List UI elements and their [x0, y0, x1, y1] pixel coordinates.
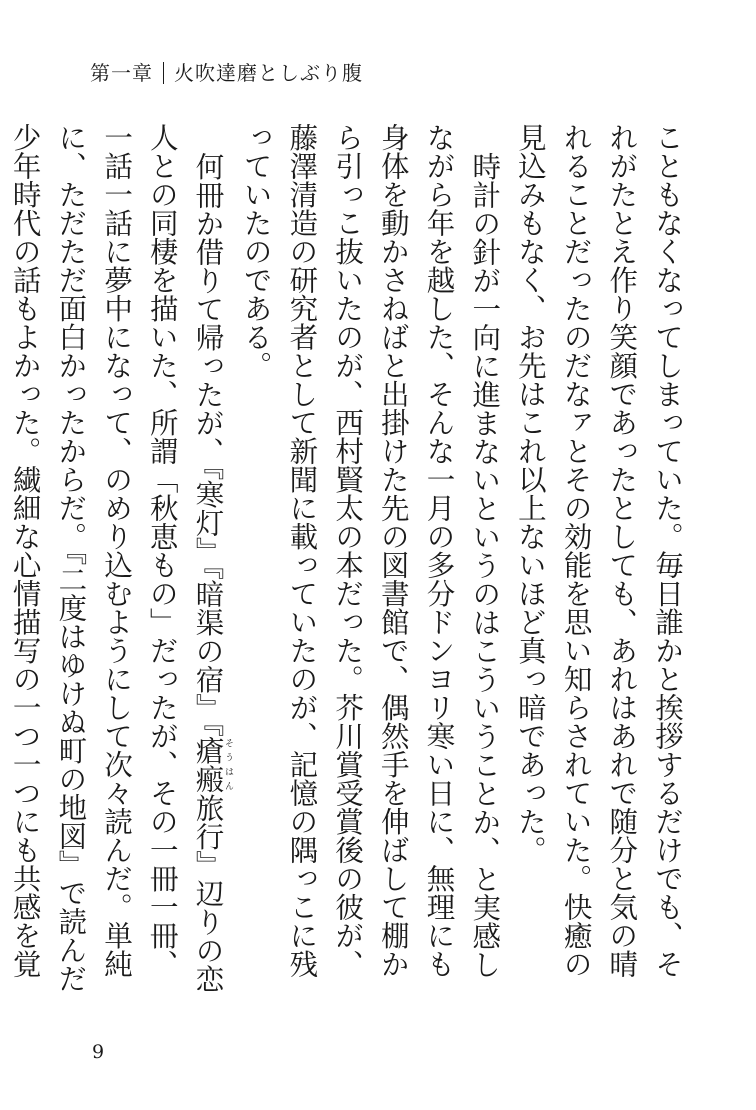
paragraph: 時計の針が一向に進まないというのはこういうことか、と実感しながら年を越した、そんな一月の多分ドンヨリ寒い日に、無理にも身体を動かさねばと出掛けた先の図書館で、偶然手を伸ばして棚から引っこ抜いたのが、西村賢太の本だった。芥川賞受賞後の彼が、藤澤清造の研究者として新聞に載っていたのが、記憶の隅っこに残っていたのである。 [239, 123, 502, 978]
ruby-annotation [191, 735, 233, 793]
chapter-label: 第一章 [90, 61, 153, 85]
ruby-base: 瘡瘢 [191, 735, 225, 793]
running-head [90, 62, 363, 84]
page-number: 9 [92, 1041, 105, 1063]
chapter-title: 火吹達磨としぶり腹 [174, 61, 363, 85]
paragraph-text-before-ruby: 何冊か借りて帰ったが、『寒灯』『暗渠の宿』『 [191, 151, 225, 736]
running-head-divider [163, 62, 164, 84]
paragraph-continued: こともなくなってしまっていた。毎日誰かと挨拶するだけでも、それがたとえ作り笑顔であったとしても、あれはあれで随分と気の晴れることだったのだなァとその効能を思い知らされていた。快癒の見込みもなく、お先はこれ以上ないほど真っ暗であった。 [513, 123, 684, 978]
vertical-body-text [8, 123, 690, 1003]
paragraph-text-after-ruby: 旅行』辺りの恋人との同棲を描いた、所謂「秋恵もの」だったが、その一冊一冊、一話一話に夢中になって、のめり込むようにして次々読んだ。単純に、ただただ面白かったからだ。『二度はゆけぬ町の地図』で読んだ少年時代の話もよかった。繊細な心情描写の一つ一つにも共感を覚 [8, 123, 225, 993]
paragraph-with-ruby [0, 123, 233, 1003]
ruby-reading: そうはん [222, 735, 233, 793]
